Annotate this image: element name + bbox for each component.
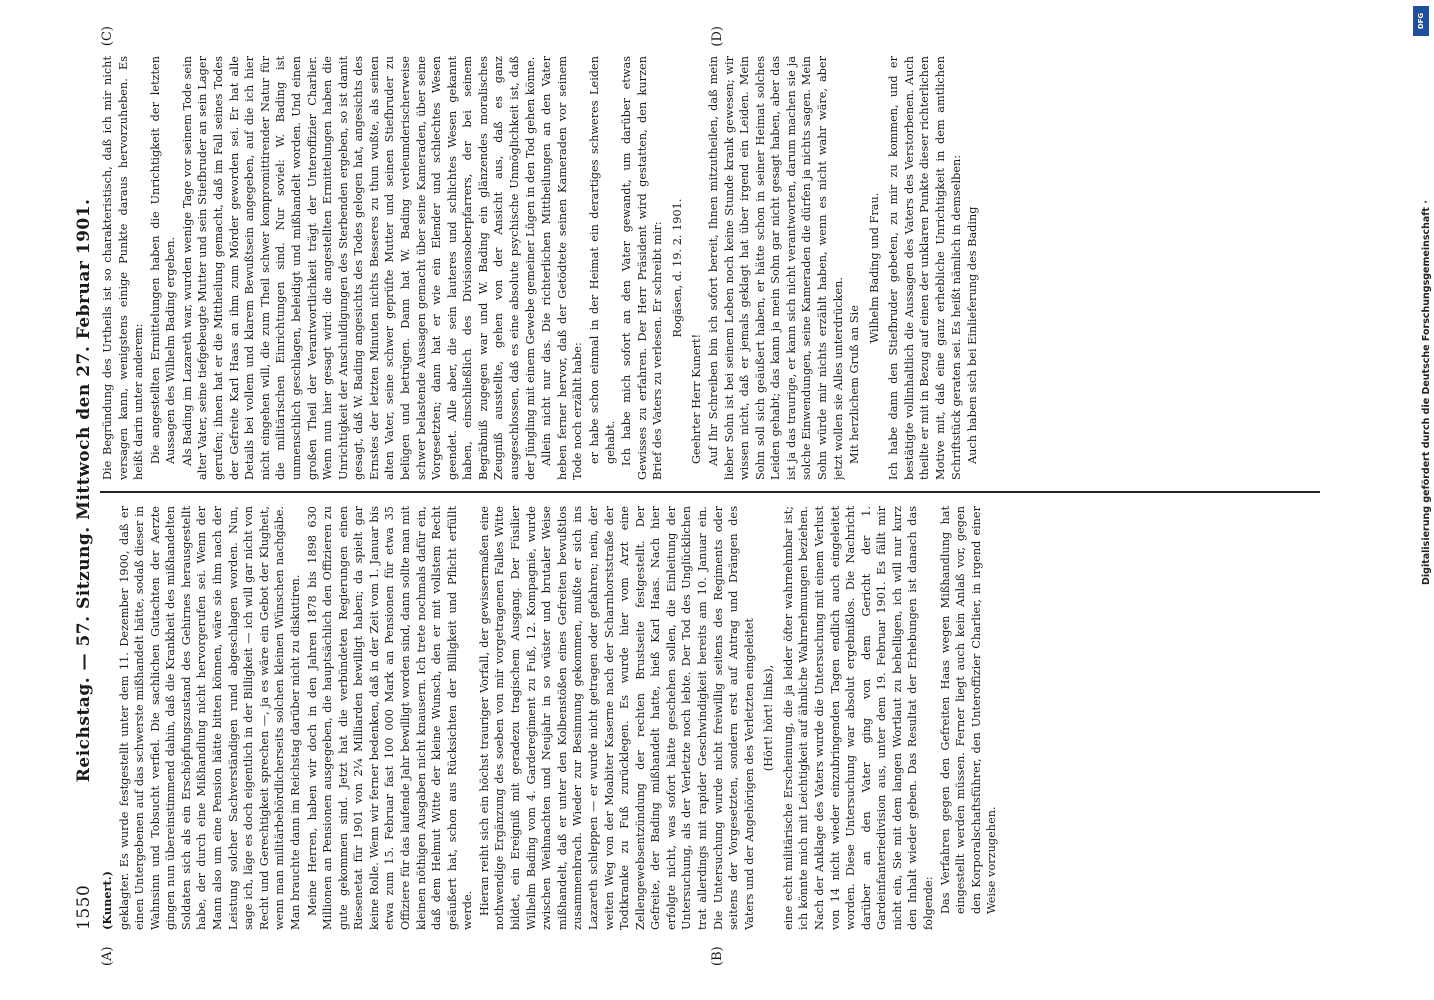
margin-marker-c: (C) bbox=[100, 26, 115, 47]
letter-body: Auf Ihr Schreiben bin ich sofort bereit, Ihnen mitzutheilen, daß mein lieber Sohn ist bei seinem Leben noch keine Stunde krank gewesen; wir wissen nicht, daß er jemals geklagt hat über irgend ein Leiden. Mein Sohn soll sich geäußert haben, er hätte schon in seiner Heimat solches Leiden gehabt; das kann ja mein Sohn gar nicht gesagt haben, aber das ist ja das traurige, er kann sich nicht verantworten, darum machen sie ja solche Einwendungen, seine Kameraden die dürfen ja nichts sagen. Mein Sohn würde mir nichts erzählt haben, wenn es nicht wahr wäre, aber jetzt wollen sie Alles unterdrücken. bbox=[706, 56, 845, 480]
margin-marker-d: (D) bbox=[710, 26, 725, 47]
page-body bbox=[100, 26, 1320, 966]
paragraph: geklagter. Es wurde festgestellt unter dem 11. Dezember 1900, daß er einen Untergebenen auf das schwerste mißhandelt hätte, sodaß dieser in Wahnsinn und Tobsucht verfiel. Die sachlichen Gutachten der Aerzte gingen nun übereinstimmend dahin, daß die Krankheit des mißhandelten Soldaten sich als ein Erschöpfungszustand des Gehirnes herausgestellt habe, der durch eine Mißhandlung nicht hervorgerufen sei. Wenn der Mann also um eine Pension hätte bitten können, wäre sie ihm nach der Leistung solcher Sachverständigen rund abgeschlagen worden. Nun, sage ich, läge es doch eigentlich in der Billigkeit — ich will gar nicht von Recht und Gerechtigkeit sprechen —, ja es wäre ein Gebot der Klugheit, wenn man militärbehördlicherseits solchen kleinen Wünschen nachgäbe. Man brauchte dann im Reichstag darüber nicht zu diskutiren. bbox=[117, 506, 302, 930]
letter-closing: Mit herzlichem Gruß an Sie bbox=[848, 305, 862, 464]
paragraph: Ich habe mich sofort an den Vater gewandt, um darüber etwas Gewisses zu erfahren. Der Herr Präsident wird gestatten, den kurzen Brief des Vaters zu verlesen. Er schreibt mir: bbox=[620, 56, 665, 480]
digitization-watermark bbox=[1410, 0, 1432, 600]
paragraph: eine echt militärische Erscheinung, die ja leider öfter wahrnehmbar ist; ich könnte mich mit Leichtigkeit auf ähnliche Wahrnehmungen beziehen. Nach der Anklage des Vaters wurde die Untersuchung mit einem Verlust von 14 nicht wieder einzubringenden Tagen endlich auch eingeleitet worden. Diese Untersuchung war absolut ergebnißlos. Die Nachricht darüber an den Vater ging von dem Gericht der 1. Gardeinfanteriedivision aus, unter dem 19. Februar 1901. Es fällt mir nicht ein, Sie mit dem langen Wortlaut zu behelligen, ich will nur kurz den Inhalt wieder geben. Das Resultat der Erhebungen ist danach das folgende: bbox=[781, 506, 936, 930]
rotated-page bbox=[52, 20, 1382, 980]
dfg-logo bbox=[1413, 6, 1429, 36]
paragraph: Ich habe dann den Stiefbruder gebeten, zu mir zu kommen, und er bestätigte vollinhaltlich die Aussagen des Vaters des Verstorbenen. Auch theilte er mit in Bezug auf einen der unklaren Punkte dieser richterlichen Motive mit, daß eine ganz erhebliche Unrichtigkeit in dem amtlichen Schriftstück geraten sei. Es heißt nämlich in demselben: bbox=[887, 56, 963, 480]
left-column bbox=[100, 506, 1320, 930]
margin-marker-b: (B) bbox=[710, 946, 725, 966]
letter-place-date: Rogäsen, d. 19. 2. 1901. bbox=[670, 198, 684, 338]
quoted-paragraph: er habe schon einmal in der Heimat ein derartiges schweres Leiden gehabt. bbox=[587, 56, 617, 464]
page-title: Reichstag. — 57. Sitzung. Mittwoch den 27. Februar 1901. bbox=[74, 198, 94, 783]
dfg-logo-text: DFG bbox=[1417, 12, 1425, 30]
paragraph: Die Begründung des Urtheils ist so charakteristisch, daß ich mir nicht versagen kann, wenigstens einige Punkte daraus hervorzuheben. Es heißt darin unter anderem: bbox=[101, 56, 146, 480]
page-number: 1550 bbox=[74, 884, 94, 930]
quoted-paragraph: Auch haben sich bei Einlieferung des Bading bbox=[966, 206, 980, 464]
column-divider bbox=[100, 491, 1320, 493]
quoted-paragraph: Die angestellten Ermittelungen haben die Unrichtigkeit der letzten Aussagen des Wilhelm Bading ergeben. bbox=[148, 56, 178, 464]
watermark-text: Digitalisierung gefördert durch die Deutsche Forschungsgemeinschaft · bbox=[1421, 200, 1432, 585]
margin-marker-a: (A) bbox=[100, 946, 115, 966]
letter-salutation: Geehrter Herr Kunert! bbox=[690, 333, 704, 464]
paragraph: Allein nicht nur das. Die richterlichen Mittheilungen an den Vater heben ferner hervor, daß der Getödtete seinen Kameraden vor seinem Tode noch erzählt habe: bbox=[540, 56, 585, 480]
speaker-label: (Kunert.) bbox=[100, 871, 114, 930]
paragraph: Hieran reiht sich ein höchst trauriger Vorfall, der gewissermaßen eine nothwendige Ergänzung des soeben von mir vorgetragenen Falles Witte bildet, ein Ereigniß mit geradezu tragischem Ausgang. Der Füsilier Wilhelm Bading vom 4. Garderegiment zu Fuß, 12. Kompagnie, wurde zwischen Weihnachten und Neujahr in so wüster und brutaler Weise mißhandelt, daß er unter den Kolbenstößen eines Gefreiten bewußtlos zusammenbrach. Wieder zur Besinnung gekommen, mußte er sich ins Lazareth schleppen — er wurde nicht getragen oder gefahren; nein, der weiten Weg von der Moabiter Kaserne nach der Scharnhorststraße der Todtkranke zu Fuß zurücklegen. Es wurde hier vom Arzt eine Zellengewebsentzündung der rechten Brustseite festgestellt. Der Gefreite, der Bading mißhandelt hatte, hieß Karl Haas. Nach hier erfolgte nicht, was sofort hätte geschehen sollen, die Einleitung der Untersuchung, als der Verletzte noch lebte. Der Tod des Unglücklichen trat allerdings mit rapider Geschwindigkeit bereits am 10. Januar ein. Die Untersuchung wurde nicht freiwillig seitens des Regiments oder seitens der Vorgesetzten, sondern erst auf Antrag und Drängen des Vaters und der Angehörigen des Verletzten eingeleitet bbox=[477, 506, 756, 930]
paragraph: Meine Herren, haben wir doch in den Jahren 1878 bis 1898 630 Millionen an Pensionen ausgegeben, die hauptsächlich den Offizieren zu gute gekommen sind. Jetzt hat die verbündeten Regierungen einen Riesenetat für 1901 von 2¼ Milliarden bewilligt haben; da spielt gar keine Rolle. Wenn wir ferner bedenken, daß in der Zeit vom 1. Januar bis etwa zum 15. Februar fast 100 000 Mark an Pensionen für etwa 35 Offiziere für das laufende Jahr bewilligt worden sind, dann sollte man mit kleinen nöthigen Ausgaben nicht knausern. Ich trete nochmals dafür ein, daß dem Helmut Witte der kleine Wunsch, den er mit vollstem Recht geäußert hat, schon aus Rücksichten der Billigkeit und Pflicht erfüllt werde. bbox=[305, 506, 475, 930]
right-column bbox=[100, 56, 1320, 480]
interjection: (Hört! hört! links), bbox=[762, 664, 776, 772]
paragraph: Als Bading im Lazareth war, wurden wenige Tage vor seinem Tode sein alter Vater, seine tiefgebeugte Mutter und sein Stiefbruder an sein Lager gerufen; ihnen hat er die Mittheilung gemacht, daß im Fall seines Todes der Gefreite Karl Haas an ihm zum Mörder geworden sei. Er hat alle Details bei vollem und klarem Bewußtsein angegeben, auf die ich hier nicht eingehen will, die zum Theil schwer kompromittirender Natur für die militärischen Einrichtungen sind. Nur soviel: W. Bading ist unmenschlich geschlagen, beleidigt und mißhandelt worden. Und einen großen Theil der Verantwortlichkeit trägt der Unteroffizier Charlier. Wenn nun hier gesagt wird: die angestellten Ermittelungen haben die Unrichtigkeit der Anschuldigungen des Sterbenden ergeben, so ist damit gesagt, daß W. Bading angesichts des Todes gelogen hat, angesichts des Ernstes der letzten Minuten nichts Besseres zu thun wußte, als seinen alten Vater, seine schwer geprüfte Mutter und seinen Stiefbruder zu belügen und betrügen. Dann hat W. Bading verleumderischerweise schwer belastende Aussagen gemacht über seine Kameraden, über seine Vorgesetzten; dann hat er wie ein Elender und schlechtes Wesen geendet. Alle aber, die sein lauteres und schlichtes Wesen gekannt haben, einschließlich des Divisionsoberpfarrers, der bei seinem Begräbniß zugegen war und W. Bading ein glänzendes moralisches Zeugniß ausstellte, gehen von der Ansicht aus, daß es ganz ausgeschlossen, daß es eine absolute psychische Unmöglichkeit ist, daß der Jüngling mit einem Gewebe gemeiner Lügen in den Tod gehen könne. bbox=[180, 56, 537, 480]
page-header bbox=[74, 56, 100, 930]
letter-signature: Wilhelm Bading und Frau. bbox=[867, 192, 881, 344]
quoted-paragraph: Das Verfahren gegen den Gefreiten Haas wegen Mißhandlung hat eingestellt werden müssen. Ferner liegt auch kein Anlaß vor, gegen den Korporalschaftsführer, den Unteroffizier Charlier, in irgend einer Weise vorzugehen. bbox=[938, 506, 999, 914]
